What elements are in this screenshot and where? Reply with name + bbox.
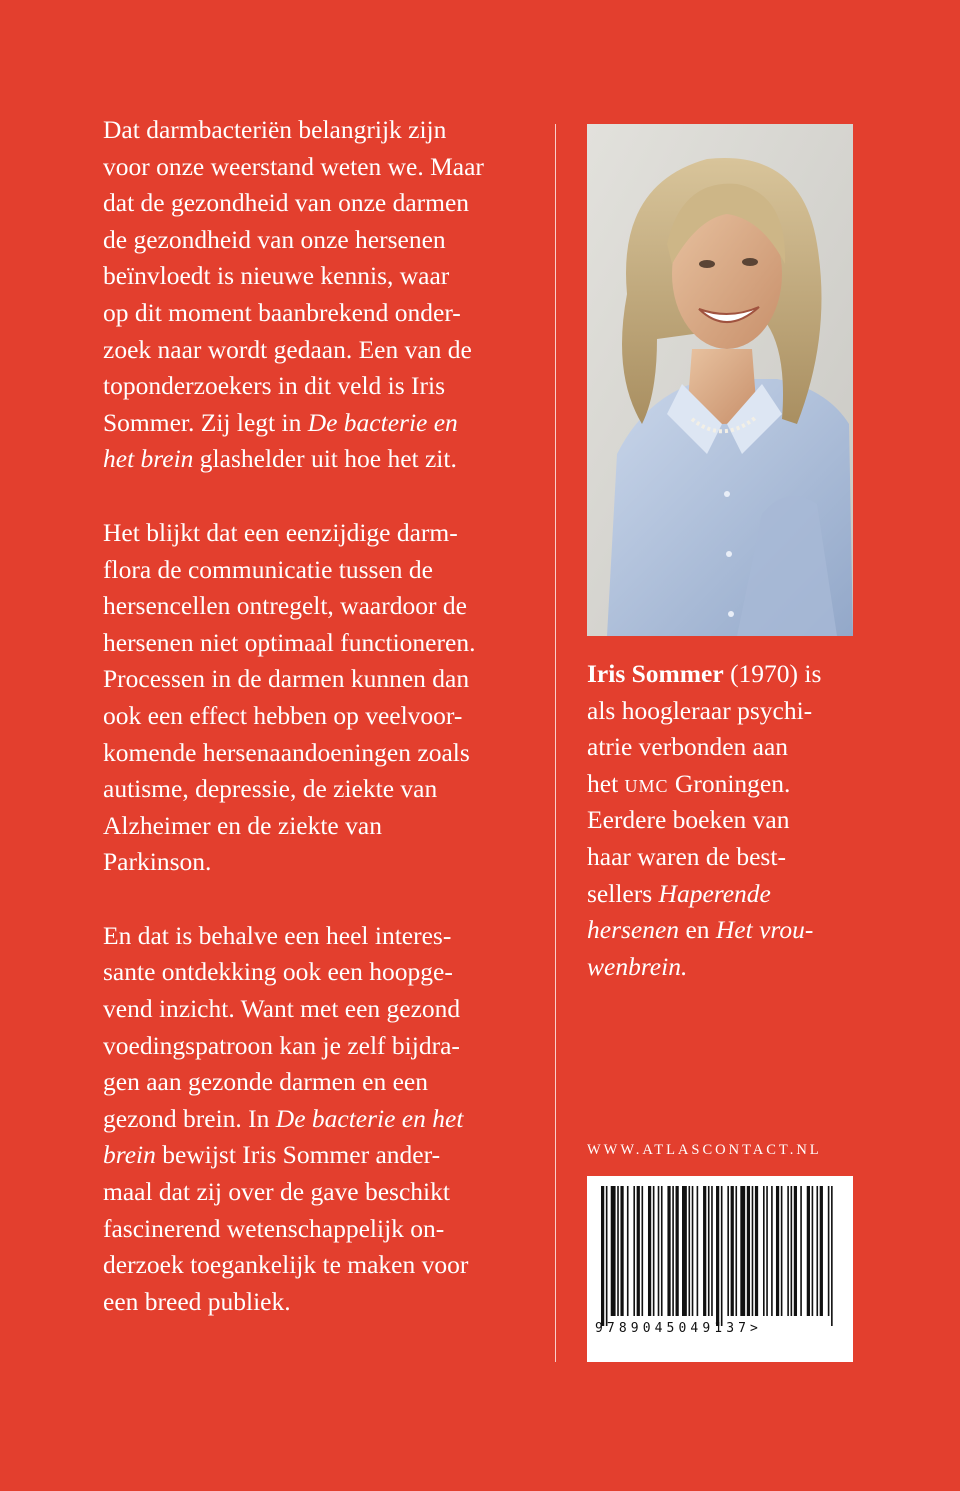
umc-smallcaps: umc [624,768,669,798]
barcode-bar [642,1186,644,1316]
barcode-bar [697,1186,699,1316]
blurb-paragraph-3 [103,918,533,1321]
text-line: beïnvloedt is nieuwe kennis, waar [103,261,450,291]
text-line: als hoogleraar psychi- [587,695,813,725]
text-line: Parkinson. [103,847,212,877]
barcode-bar [653,1186,655,1316]
barcode-bar [747,1186,750,1316]
text-line: de gezondheid van onze hersenen [103,224,446,254]
isbn-barcode [587,1176,853,1362]
publisher-website: WWW.ATLASCONTACT.NL [587,1142,822,1158]
text-line [103,1101,533,1138]
barcode-bar [831,1186,833,1326]
barcode-bar [781,1186,783,1316]
barcode-bar [637,1186,640,1316]
barcode-bar [617,1186,619,1316]
column-divider [555,124,556,1362]
text-line: zoek naar wordt gedaan. Een van de [103,334,472,364]
text-line: hersenen niet optimaal functioneren. [103,627,476,657]
barcode-bar [667,1186,670,1316]
barcode-bar [658,1186,660,1316]
text-line: Eerdere boeken van [587,805,790,835]
text-line [587,912,867,949]
text-line: toponderzoekers in dit veld is Iris [103,371,446,401]
text-line: hersencellen ontregelt, waardoor de [103,591,467,621]
text-span: het [587,768,625,798]
text-line: autisme, depressie, de ziekte van [103,774,438,804]
barcode-bar [752,1186,754,1316]
barcode-bar [740,1186,745,1316]
barcode-bar [776,1186,779,1316]
text-line: fascinerend wetenschappelijk on- [103,1213,445,1243]
barcode-bar [771,1186,773,1316]
text-line [587,876,867,913]
barcode-bar [794,1186,797,1316]
barcode-bar [620,1186,623,1316]
blurb-paragraph-2 [103,515,533,881]
barcode-bar [692,1186,694,1316]
barcode-bar [682,1186,687,1316]
text-line: Alzheimer en de ziekte van [103,810,382,840]
text-line: haar waren de best- [587,841,786,871]
text-line [587,656,867,693]
barcode-bar [816,1186,818,1316]
barcode-bar [601,1186,604,1326]
barcode-bar [703,1186,706,1316]
text-line: komende hersenaandoeningen zoals [103,737,470,767]
back-cover-blurb [103,112,533,1320]
text-line [587,949,867,986]
text-line [103,441,533,478]
text-line: derzoek toegankelijk te maken voor [103,1250,469,1280]
text-span: en [679,915,716,945]
barcode-bar [812,1186,814,1316]
text-line [587,766,867,803]
barcode-bar [828,1186,830,1316]
text-line: gen aan gezonde darmen en een [103,1067,428,1097]
barcode-bar [672,1186,674,1316]
text-span: bewijst Iris Sommer ander- [155,1140,441,1170]
book-title-italic: Het vrou- [715,915,814,945]
barcode-bar [787,1186,789,1316]
text-line: atrie verbonden aan [587,732,789,762]
text-line: flora de communicatie tussen de [103,554,433,584]
book-title-italic: het brein [103,444,194,474]
text-span: (1970) is [723,659,822,688]
text-line: voedingspatroon kan je zelf bijdra- [103,1030,460,1060]
text-line: Processen in de darmen kunnen dan [103,664,470,694]
barcode-bar [807,1186,810,1316]
book-title-italic: wenbrein. [587,951,688,981]
barcode-bar [708,1186,710,1316]
barcode-bar [688,1186,690,1316]
text-line: ook een effect hebben op veelvoor- [103,700,463,730]
text-line: sante ontdekking ook een hoopge- [103,957,453,987]
barcode-bar [676,1186,679,1316]
text-line [103,405,533,442]
barcode-bar [633,1186,635,1316]
barcode-bar [716,1186,719,1326]
book-title-italic: hersenen [587,915,680,945]
text-line [103,1137,533,1174]
text-line: vend inzicht. Want met een gezond [103,994,461,1024]
barcode-bar [627,1186,629,1316]
barcode-bar [606,1186,608,1326]
text-line: op dit moment baanbrekend onder- [103,297,461,327]
book-title-italic: De bacterie en [307,407,458,437]
text-span: gezond brein. In [103,1103,276,1133]
text-line: een breed publiek. [103,1286,291,1316]
text-span: Groningen. [668,768,791,798]
text-line: Het blijkt dat een eenzijdige darm- [103,517,458,547]
barcode-bar [763,1186,765,1316]
barcode-bar [727,1186,729,1316]
barcode-bar [755,1186,758,1316]
author-photo [587,124,853,636]
book-title-italic: Haperende [658,878,771,908]
text-line: voor onze weerstand weten we. Maar [103,151,484,181]
barcode-bar [648,1186,651,1316]
text-line: maal dat zij over de gave beschikt [103,1177,450,1207]
barcode-bar [735,1186,737,1316]
barcode-bar [731,1186,734,1316]
barcode-bar [766,1186,768,1316]
text-line: dat de gezondheid van onze darmen [103,188,470,218]
book-title-italic: De bacterie en het [275,1103,464,1133]
barcode-bar [820,1186,823,1316]
barcode-bar [721,1186,723,1326]
barcode-bar [800,1186,802,1316]
book-title-italic: brein [103,1140,156,1170]
text-line: En dat is behalve een heel interes- [103,920,452,950]
barcode-bar [711,1186,713,1316]
text-line: Dat darmbacteriën belangrijk zijn [103,115,447,144]
text-span: glashelder uit hoe het zit. [193,444,457,474]
barcode-bar [791,1186,793,1316]
author-portrait-illustration [587,124,853,636]
text-span: sellers [587,878,659,908]
text-span: Sommer. Zij legt in [103,407,308,437]
isbn-number: 9789045049137> [595,1321,762,1336]
author-name: Iris Sommer [587,659,724,688]
barcode-bar [661,1186,663,1316]
author-bio [587,656,867,985]
barcode-bar [611,1186,616,1316]
blurb-paragraph-1 [103,112,533,478]
